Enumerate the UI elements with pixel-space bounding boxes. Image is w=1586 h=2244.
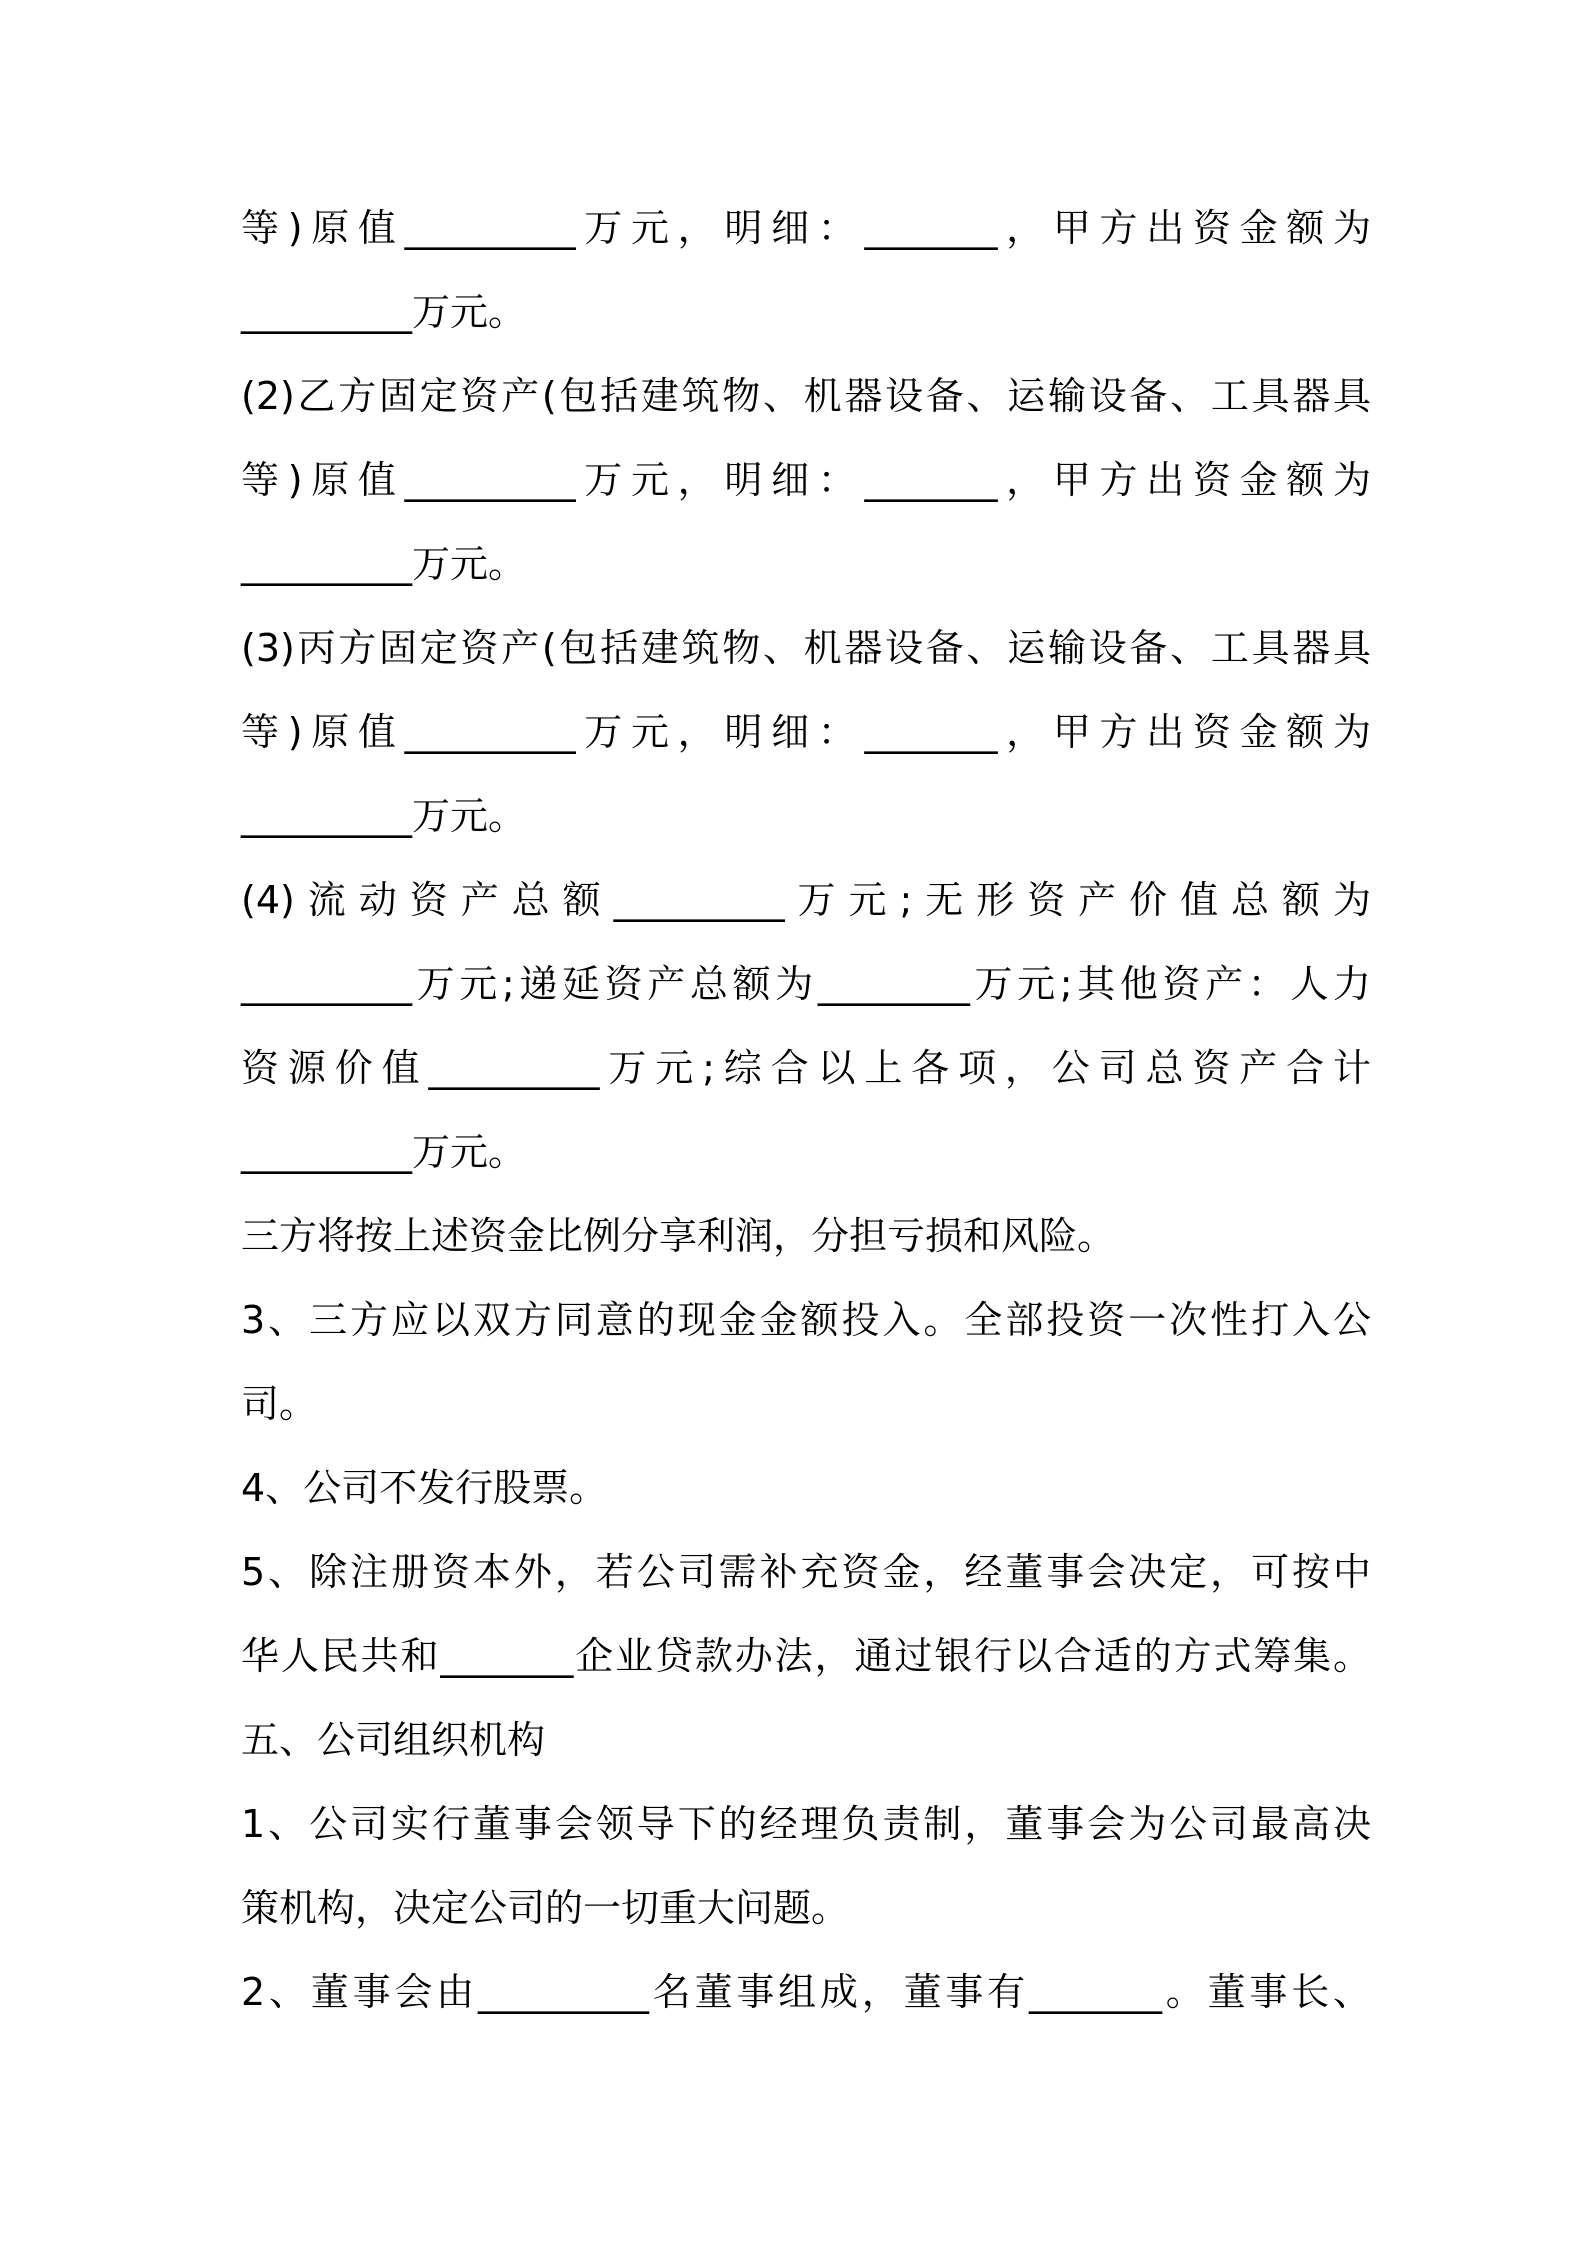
text-line: 资源价值_________万元;综合以上各项，公司总资产合计 xyxy=(241,1046,1371,1090)
text-line: _________万元;递延资产总额为________万元;其他资产：人力 xyxy=(241,962,1371,1006)
text-line: 三方将按上述资金比例分享利润，分担亏损和风险。 xyxy=(241,1214,1116,1258)
text-line: 1、公司实行董事会领导下的经理负责制，董事会为公司最高决 xyxy=(241,1802,1371,1846)
text-line: 等)原值_________万元，明细：_______，甲方出资金额为 xyxy=(241,206,1371,250)
text-line: _________万元。 xyxy=(241,542,527,586)
text-line: 5、除注册资本外，若公司需补充资金，经董事会决定，可按中 xyxy=(241,1550,1371,1594)
text-line: 等)原值_________万元，明细：_______，甲方出资金额为 xyxy=(241,710,1371,754)
text-line: _________万元。 xyxy=(241,794,527,838)
text-line: _________万元。 xyxy=(241,1130,527,1174)
text-line: 4、公司不发行股票。 xyxy=(241,1466,608,1510)
text-line: _________万元。 xyxy=(241,290,527,334)
text-line: 3、三方应以双方同意的现金金额投入。全部投资一次性打入公 xyxy=(241,1298,1371,1342)
text-line: (4)流动资产总额_________万元;无形资产价值总额为 xyxy=(241,878,1371,922)
text-line: (2)乙方固定资产(包括建筑物、机器设备、运输设备、工具器具 xyxy=(241,374,1371,418)
text-line: 策机构，决定公司的一切重大问题。 xyxy=(241,1886,850,1930)
text-line: 华人民共和_______企业贷款办法，通过银行以合适的方式筹集。 xyxy=(241,1634,1371,1678)
text-line: 2、董事会由_________名董事组成，董事有_______。董事长、 xyxy=(241,1970,1371,2014)
text-line: 司。 xyxy=(241,1382,318,1426)
text-line: 等)原值_________万元，明细：_______，甲方出资金额为 xyxy=(241,458,1371,502)
section-heading: 五、公司组织机构 xyxy=(241,1718,546,1762)
text-line: (3)丙方固定资产(包括建筑物、机器设备、运输设备、工具器具 xyxy=(241,626,1371,670)
